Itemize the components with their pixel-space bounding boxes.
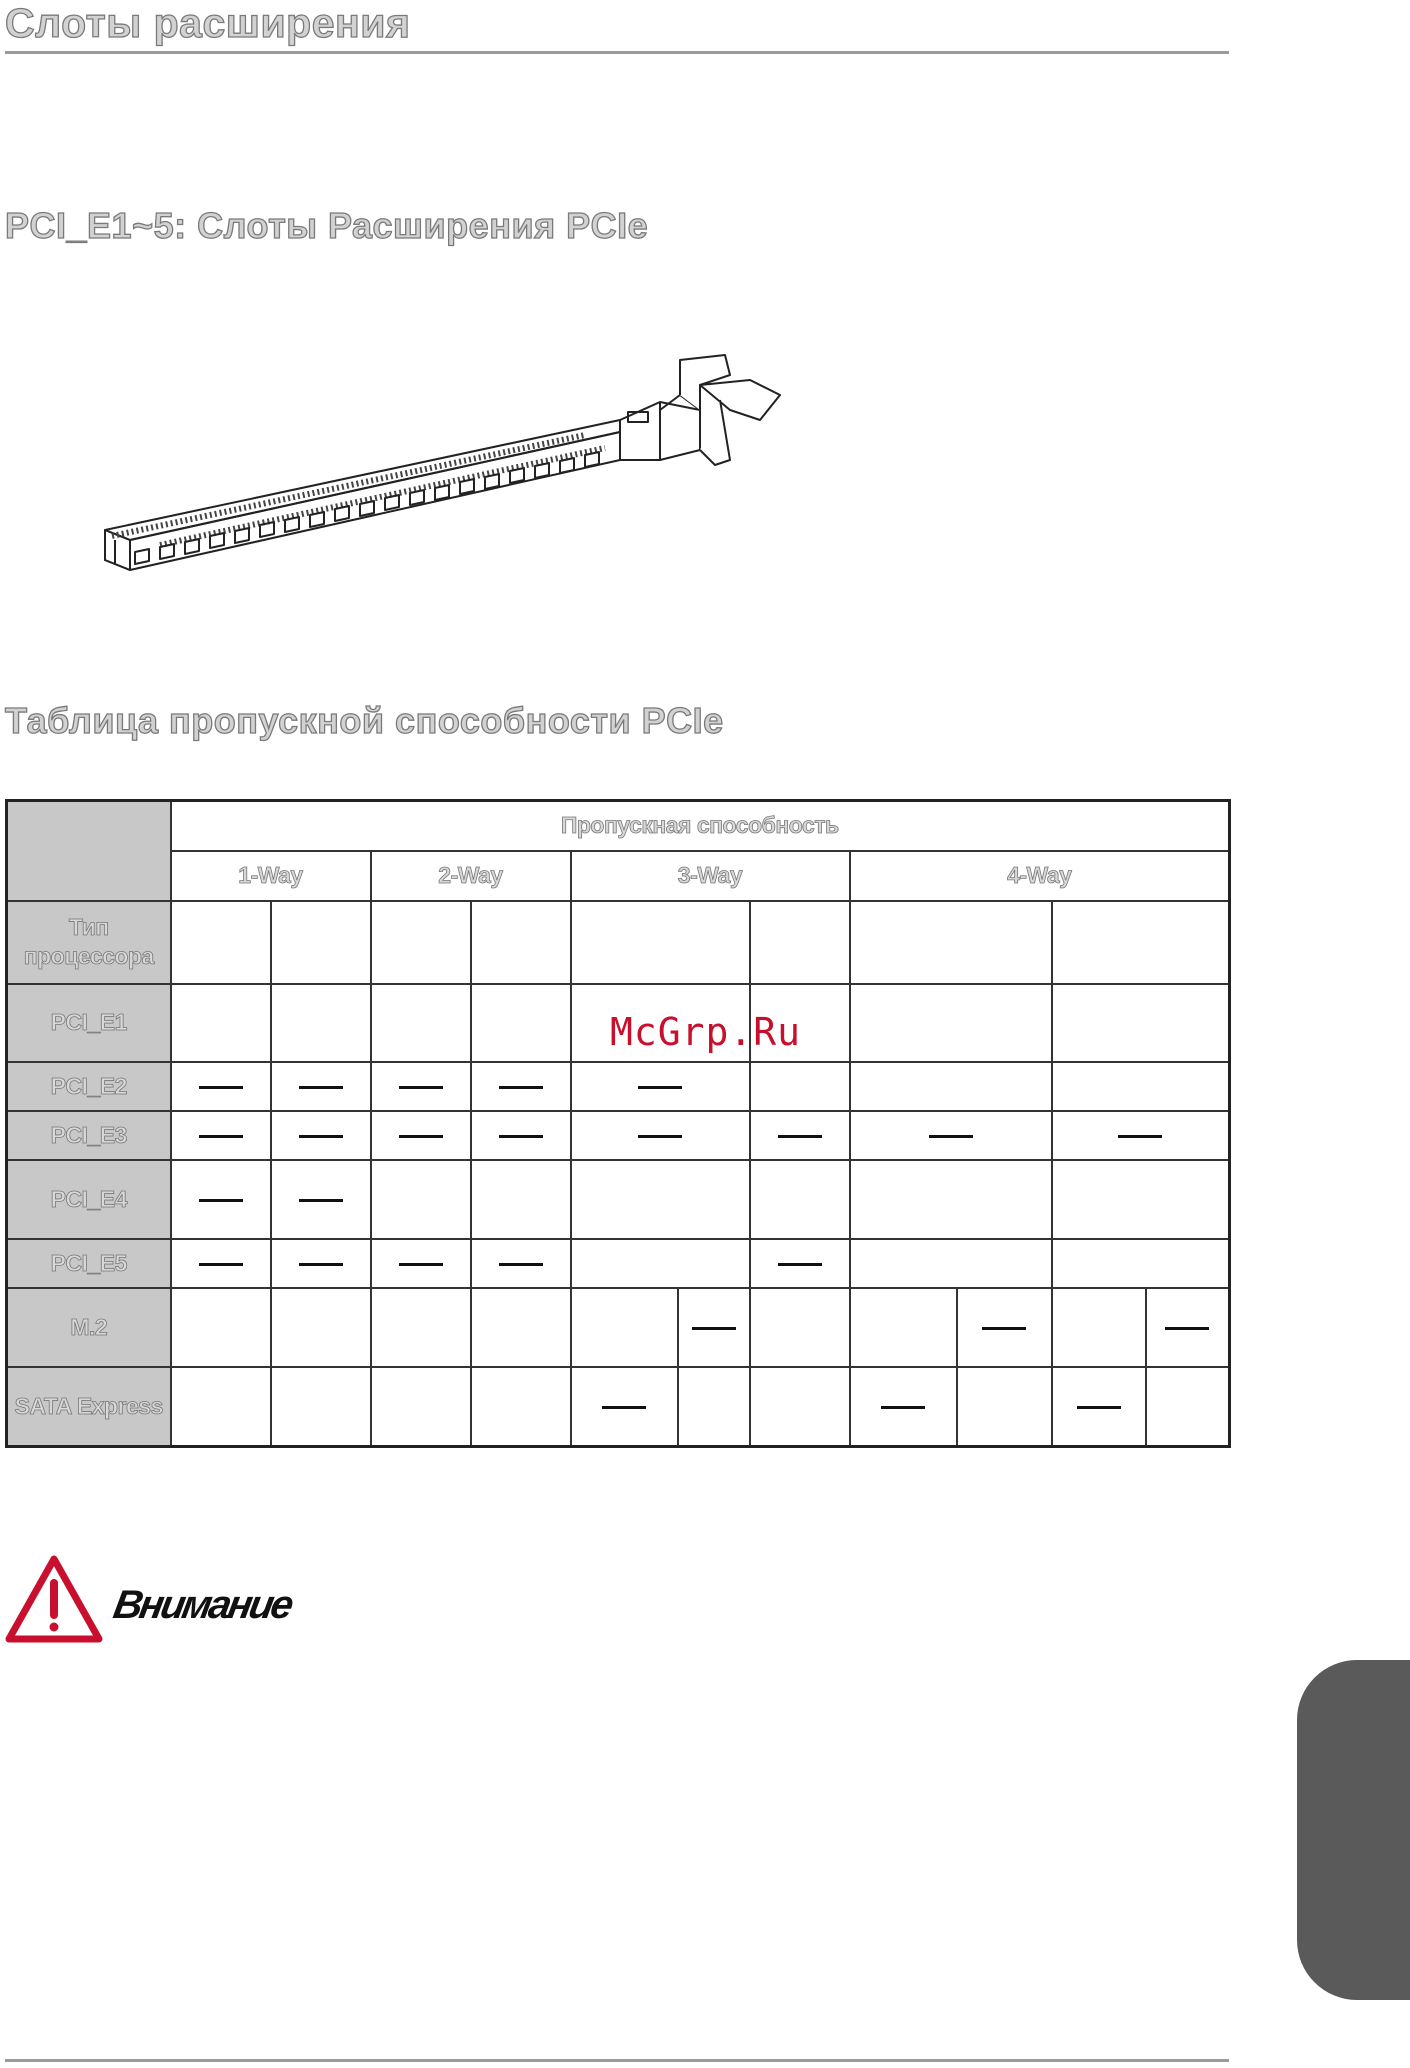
table-row [7,901,1230,984]
dash-mark [1118,1135,1162,1138]
dash-mark [499,1263,543,1266]
dash-mark [1077,1406,1121,1409]
section-title-slots: PCI_E1~5: Слоты Расширения PCIe [5,205,649,246]
header-bandwidth: Пропускная способность [171,801,1230,851]
table-row [7,1111,1230,1160]
dash-mark [982,1327,1026,1330]
dash-mark [299,1199,343,1202]
page-title: Слоты расширения [5,0,411,46]
watermark: McGrp.Ru [610,1010,802,1054]
dash-mark [638,1086,682,1089]
table-row [7,1239,1230,1288]
table-row [7,1288,1230,1367]
dash-mark [199,1135,243,1138]
dash-mark [399,1086,443,1089]
dash-mark [199,1086,243,1089]
row-label: PCI_E5 [7,1239,171,1288]
section-title-bandwidth: Таблица пропускной способности PCIe [5,700,724,741]
table-row [7,1062,1230,1111]
side-tab [1297,1660,1410,2000]
header-1-way: 1-Way [171,851,371,901]
dash-mark [399,1135,443,1138]
dash-mark [299,1263,343,1266]
dash-mark [929,1135,973,1138]
footer-rule [5,2059,1229,2062]
header-3-way: 3-Way [571,851,850,901]
row-label: Тип процессора [7,901,171,984]
row-label: SATA Express [7,1367,171,1447]
pcie-bandwidth-table [5,799,1231,1448]
dash-mark [881,1406,925,1409]
dash-mark [199,1263,243,1266]
table-corner [7,801,171,901]
dash-mark [499,1086,543,1089]
dash-mark [199,1199,243,1202]
table-row [7,1160,1230,1239]
dash-mark [602,1406,646,1409]
pcie-slot-illustration [100,340,800,620]
row-label: PCI_E2 [7,1062,171,1111]
title-rule [5,51,1229,54]
row-label: PCI_E3 [7,1111,171,1160]
dash-mark [692,1327,736,1330]
dash-mark [778,1135,822,1138]
dash-mark [399,1263,443,1266]
warning-icon [4,1553,104,1645]
dash-mark [299,1135,343,1138]
dash-mark [638,1135,682,1138]
dash-mark [1165,1327,1209,1330]
dash-mark [778,1263,822,1266]
warning-label: Внимание [110,1583,295,1627]
header-4-way: 4-Way [850,851,1230,901]
row-label: PCI_E1 [7,984,171,1062]
header-2-way: 2-Way [371,851,571,901]
table-row [7,1367,1230,1447]
dash-mark [299,1086,343,1089]
row-label: PCI_E4 [7,1160,171,1239]
dash-mark [499,1135,543,1138]
row-label: M.2 [7,1288,171,1367]
